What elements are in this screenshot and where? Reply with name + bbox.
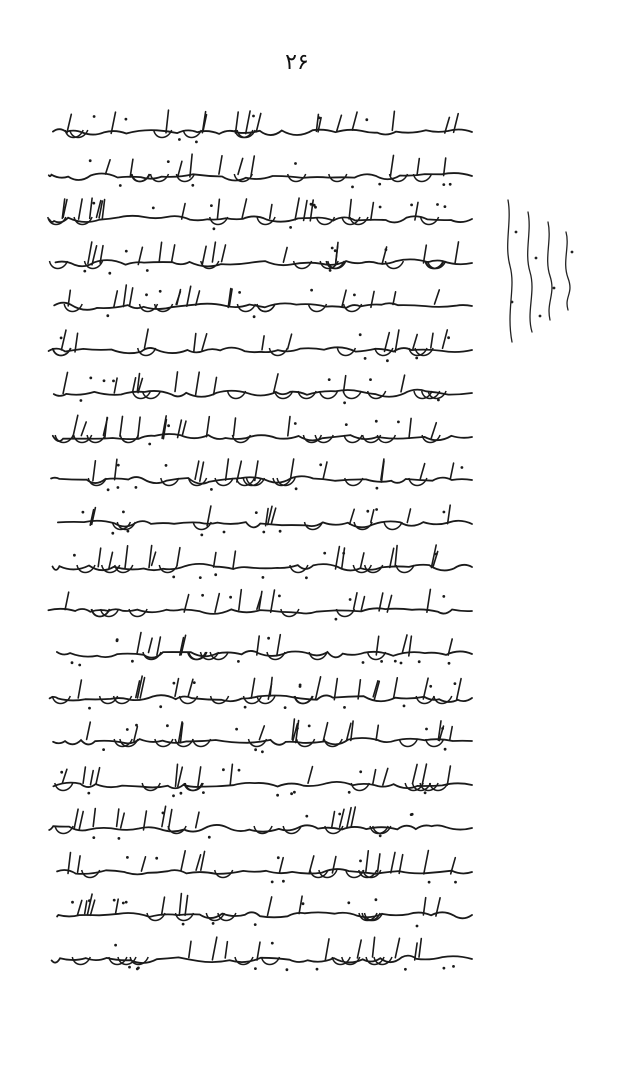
handwritten-line xyxy=(42,759,482,799)
script-strokes xyxy=(42,846,482,886)
handwritten-line xyxy=(42,672,482,712)
script-strokes xyxy=(42,106,482,146)
script-strokes xyxy=(42,889,482,929)
handwritten-text-block xyxy=(42,106,482,986)
handwritten-line xyxy=(42,193,482,233)
handwritten-line xyxy=(42,541,482,581)
script-strokes xyxy=(42,498,482,538)
script-strokes xyxy=(42,585,482,625)
handwritten-line xyxy=(42,933,482,973)
script-strokes xyxy=(42,367,482,407)
script-strokes xyxy=(42,541,482,581)
handwritten-line xyxy=(42,367,482,407)
script-strokes xyxy=(42,193,482,233)
page-number: ۲۶ xyxy=(285,50,309,75)
script-strokes xyxy=(42,802,482,842)
handwritten-line xyxy=(42,802,482,842)
script-strokes xyxy=(42,411,482,451)
handwritten-line xyxy=(42,150,482,190)
margin-note xyxy=(488,192,588,352)
handwritten-line xyxy=(42,237,482,277)
handwritten-line xyxy=(42,715,482,755)
script-strokes xyxy=(42,454,482,494)
script-strokes xyxy=(42,280,482,320)
handwritten-line xyxy=(42,280,482,320)
script-strokes xyxy=(42,672,482,712)
script-strokes xyxy=(42,150,482,190)
script-strokes xyxy=(42,628,482,668)
handwritten-line xyxy=(42,846,482,886)
handwritten-line xyxy=(42,454,482,494)
handwritten-line xyxy=(42,324,482,364)
script-strokes xyxy=(42,759,482,799)
handwritten-line xyxy=(42,628,482,668)
handwritten-line xyxy=(42,498,482,538)
handwritten-line xyxy=(42,889,482,929)
script-strokes xyxy=(42,324,482,364)
script-strokes xyxy=(42,237,482,277)
script-strokes xyxy=(42,933,482,973)
margin-note-scribble xyxy=(488,192,588,352)
handwritten-line xyxy=(42,411,482,451)
script-strokes xyxy=(42,715,482,755)
handwritten-line xyxy=(42,106,482,146)
handwritten-line xyxy=(42,585,482,625)
